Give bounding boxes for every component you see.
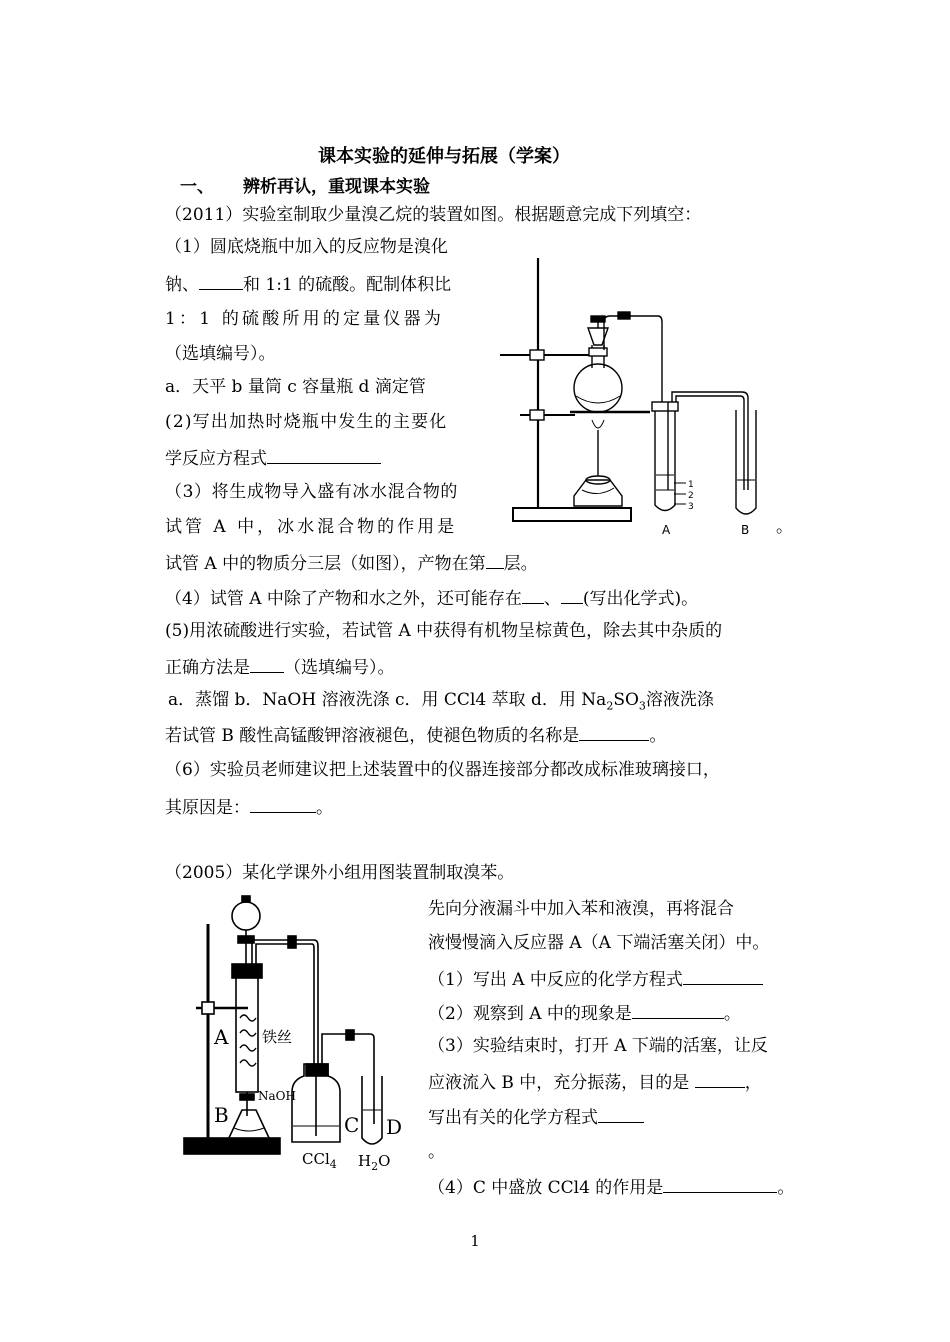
blank bbox=[598, 1105, 644, 1123]
q2011-q5-options: a．蒸馏 b．NaOH 溶液洗涤 c．用 CCl4 萃取 d．用 $Na_2SO_3$溶液洗涤 bbox=[168, 690, 714, 713]
figure2-label-a: A bbox=[214, 1025, 229, 1049]
q2005-q3-line4: 。 bbox=[428, 1142, 445, 1162]
q2005-q3-line2: 应液流入 B 中，充分振荡，目的是 ， bbox=[428, 1070, 762, 1094]
blank bbox=[695, 1070, 745, 1088]
q2005-intro: （2005）某化学课外小组用图装置制取溴苯。 bbox=[165, 863, 515, 883]
figure2-label-c: C bbox=[344, 1113, 360, 1137]
blank bbox=[267, 446, 381, 464]
figure2-label-b: B bbox=[214, 1103, 229, 1127]
q2005-q3-line1: （3）实验结束时，打开 A 下端的活塞，让反 bbox=[428, 1036, 768, 1056]
blank bbox=[199, 272, 243, 290]
figure1-label-a: A bbox=[662, 523, 671, 537]
figure2-label-iron: 铁丝 bbox=[262, 1028, 293, 1046]
q2011-q6-line2: 其原因是： 。 bbox=[165, 795, 333, 819]
figure1-layer-1: 1 bbox=[688, 480, 694, 490]
q2011-q3-line2-end: 。 bbox=[776, 517, 793, 537]
blank bbox=[250, 795, 316, 813]
figure2-label-naoh: NaOH bbox=[258, 1089, 296, 1103]
blank bbox=[632, 1001, 724, 1019]
q2011-q5-line1: (5)用浓硫酸进行实验，若试管 A 中获得有机物呈棕黄色，除去其中杂质的 bbox=[165, 621, 723, 641]
q2011-q1-line2: 钠、 和 1:1 的硫酸。配制体积比 bbox=[165, 272, 451, 296]
blank bbox=[683, 967, 763, 985]
q2005-q2: （2）观察到 A 中的现象是 。 bbox=[428, 1001, 741, 1025]
figure1-label-b: B bbox=[741, 523, 750, 537]
blank bbox=[561, 586, 583, 604]
q2011-q6-line1: （6）实验员老师建议把上述装置中的仪器连接部分都改成标准玻璃接口， bbox=[165, 760, 720, 780]
section-heading: 辨析再认，重现课本实验 bbox=[243, 177, 430, 197]
q2011-q3-line1: （3）将生成物导入盛有冰水混合物的 bbox=[165, 482, 459, 502]
blank bbox=[579, 723, 649, 741]
q2011-q1-line1: （1）圆底烧瓶中加入的反应物是溴化 bbox=[165, 237, 448, 257]
q2005-q3-line3: 写出有关的化学方程式 bbox=[428, 1105, 644, 1129]
q2005-para-line2: 液慢慢滴入反应器 A（A 下端活塞关闭）中。 bbox=[428, 933, 770, 953]
figure2-label-d: D bbox=[386, 1115, 403, 1139]
q2011-q1-options: a．天平 b 量筒 c 容量瓶 d 滴定管 bbox=[165, 377, 426, 397]
figure1-layer-2: 2 bbox=[688, 491, 694, 501]
figure2-label-h2o: $H_2O$ bbox=[358, 1152, 391, 1173]
q2011-q1-line4: （选填编号）。 bbox=[165, 344, 276, 364]
q2011-q5-line2: 正确方法是 （选填编号）。 bbox=[165, 655, 395, 679]
bromobenzene-apparatus-figure bbox=[178, 888, 418, 1178]
q2011-q3-line2: 试管 A 中，冰水混合物的作用是 bbox=[165, 517, 458, 537]
section-number: 一、 bbox=[180, 177, 214, 197]
q2005-q1: （1）写出 A 中反应的化学方程式 bbox=[428, 967, 763, 991]
figure1-layer-3: 3 bbox=[688, 502, 694, 512]
q2011-q3-line3: 试管 A 中的物质分三层（如图），产物在第 层。 bbox=[165, 551, 538, 575]
blank bbox=[663, 1175, 777, 1193]
page-number: 1 bbox=[470, 1232, 480, 1250]
q2011-intro: （2011）实验室制取少量溴乙烷的装置如图。根据题意完成下列填空： bbox=[165, 205, 702, 225]
q2011-q5-line4: 若试管 B 酸性高锰酸钾溶液褪色，使褪色物质的名称是 。 bbox=[165, 723, 666, 747]
q2005-para-line1: 先向分液漏斗中加入苯和液溴，再将混合 bbox=[428, 899, 734, 919]
q2011-q2-line1: (2)写出加热时烧瓶中发生的主要化 bbox=[165, 412, 448, 432]
bromoethane-apparatus-figure bbox=[490, 250, 780, 542]
q1-line3-text: 1：1 的硫酸所用的定量仪器为 bbox=[165, 309, 445, 329]
figure2-label-ccl4: CCl$_4$ bbox=[302, 1150, 337, 1171]
q2011-q4: （4）试管 A 中除了产物和水之外，还可能存在 、 (写出化学式)。 bbox=[165, 586, 698, 610]
page-title: 课本实验的延伸与拓展（学案） bbox=[318, 146, 570, 167]
blank bbox=[486, 551, 504, 569]
blank bbox=[250, 655, 284, 673]
q2011-q1-line3 bbox=[165, 308, 479, 330]
q2005-q4: （4）C 中盛放 CCl4 的作用是 。 bbox=[428, 1175, 794, 1199]
blank bbox=[522, 586, 544, 604]
q2011-q2-line2: 学反应方程式 bbox=[165, 446, 381, 470]
